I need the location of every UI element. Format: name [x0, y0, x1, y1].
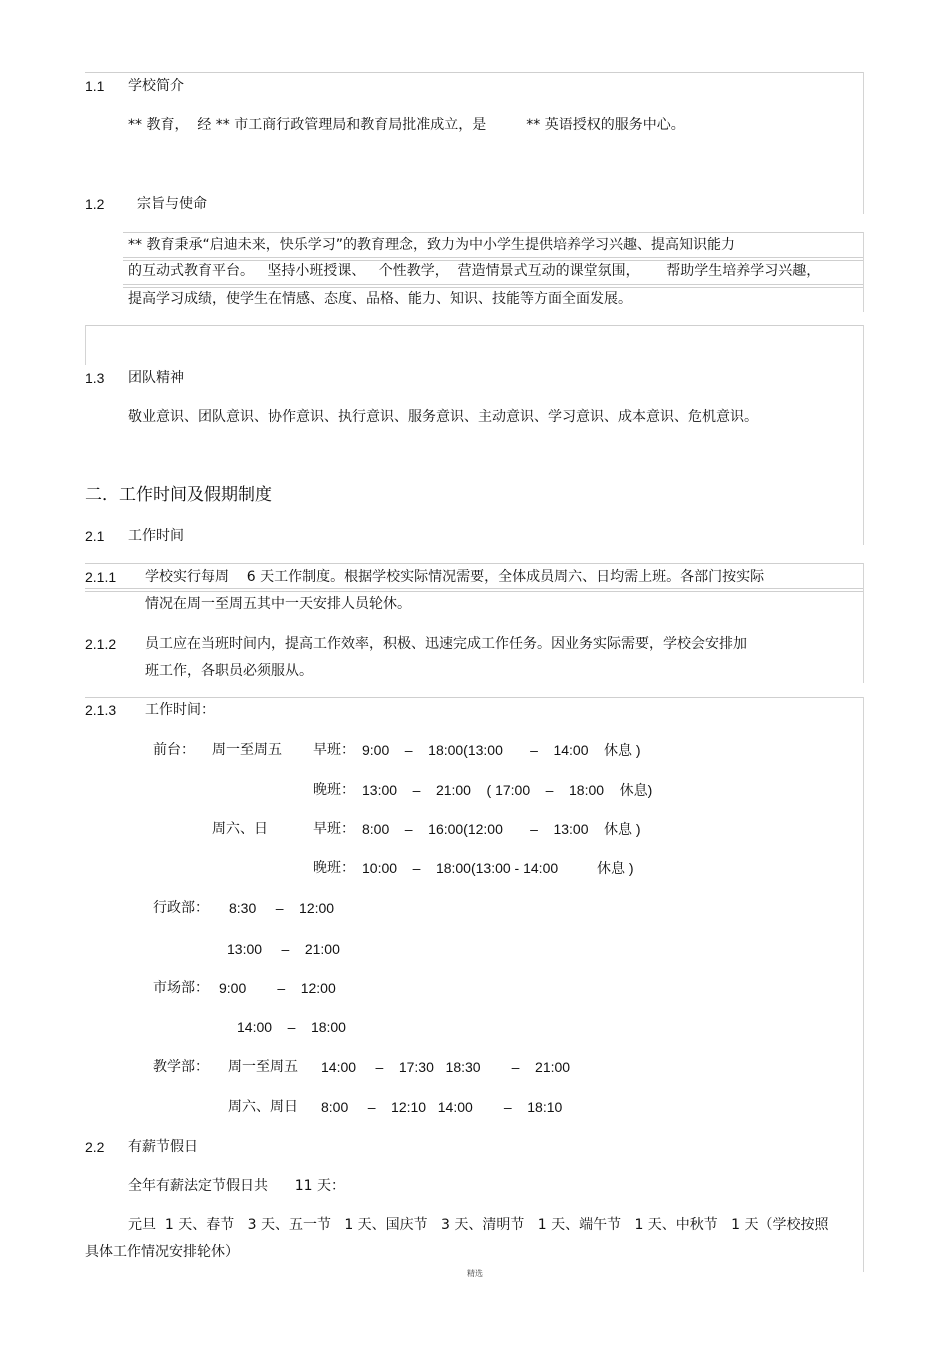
paragraph-line: 提高学习成绩，使学生在情感、态度、品格、能力、知识、技能等方面全面发展。 — [128, 291, 632, 307]
section-number: 2.1.1 — [85, 569, 117, 585]
section-title: 有薪节假日 — [128, 1139, 198, 1155]
teach-time: 8:00 – 12:10 14:00 – 18:10 — [321, 1099, 563, 1115]
market-time: 14:00 – 18:00 — [237, 1019, 346, 1035]
dept-label-front: 前台： — [153, 742, 195, 758]
margin-rule — [863, 563, 864, 683]
teach-weekday-label: 周一至周五 — [228, 1059, 298, 1075]
divider-line — [85, 563, 863, 564]
divider-line — [85, 588, 863, 589]
shift-time: 10:00 – 18:00(13:00 - 14:00 休息 ) — [362, 860, 634, 876]
margin-rule — [863, 232, 864, 312]
divider-line — [85, 325, 863, 326]
dept-label-admin: 行政部： — [153, 900, 209, 916]
chapter-heading: 二．工作时间及假期制度 — [85, 485, 272, 505]
paragraph: ** 教育， 经 ** 市工商行政管理局和教育局批准成立，是 ** 英语授权的服务中心。 — [128, 117, 685, 133]
section-number: 1.3 — [85, 370, 105, 386]
paragraph-line: 情况在周一至周五其中一天安排人员轮休。 — [145, 596, 411, 612]
shift-time: 8:00 – 16:00(12:00 – 13:00 休息 ) — [362, 821, 641, 837]
divider-line — [123, 260, 863, 261]
page-footer: 精选 — [467, 1269, 483, 1278]
paragraph: 敬业意识、团队意识、协作意识、执行意识、服务意识、主动意识、学习意识、成本意识、危机意识。 — [128, 409, 758, 425]
paragraph-line: 学校实行每周 6 天工作制度。根据学校实际情况需要，全体成员周六、日均需上班。各部门按实际 — [145, 569, 765, 585]
weekend-label: 周六、日 — [212, 821, 268, 837]
admin-time: 8:30 – 12:00 — [229, 900, 335, 916]
section-number: 2.1.3 — [85, 702, 117, 718]
margin-rule — [85, 325, 86, 365]
divider-line — [85, 72, 863, 73]
divider-line — [85, 697, 863, 698]
divider-line — [85, 591, 863, 592]
section-number: 2.2 — [85, 1139, 105, 1155]
market-time: 9:00 – 12:00 — [219, 980, 336, 996]
weekday-label: 周一至周五 — [212, 742, 282, 758]
divider-line — [123, 257, 863, 258]
paragraph-line: 元旦 1 天、春节 3 天、五一节 1 天、国庆节 3 天、清明节 1 天、端午节 1 天、中秋节 1 天（学校按照 — [128, 1217, 829, 1233]
dept-label-market: 市场部： — [153, 980, 209, 996]
shift-time: 13:00 – 21:00 ( 17:00 – 18:00 休息) — [362, 782, 653, 798]
section-title: 宗旨与使命 — [137, 196, 207, 212]
teach-time: 14:00 – 17:30 18:30 – 21:00 — [321, 1059, 571, 1075]
margin-rule — [863, 72, 864, 214]
divider-line — [123, 232, 863, 233]
paragraph-line: 班工作，各职员必须服从。 — [145, 663, 313, 679]
dept-label-teaching: 教学部： — [153, 1059, 209, 1075]
shift-label-early: 早班： — [313, 821, 355, 837]
paragraph-line: 员工应在当班时间内，提高工作效率，积极、迅速完成工作任务。因业务实际需要，学校会安排加 — [145, 636, 747, 652]
shift-label-late: 晚班： — [313, 860, 355, 876]
teach-weekend-label: 周六、周日 — [228, 1099, 298, 1115]
section-number: 1.1 — [85, 78, 105, 94]
section-number: 1.2 — [85, 196, 105, 212]
paragraph-line: 的互动式教育平台。 坚持小班授课、 个性教学， 营造情景式互动的课堂氛围， 帮助学生培养学习兴趣， — [128, 263, 821, 279]
section-number: 2.1.2 — [85, 636, 117, 652]
section-title: 工作时间 — [128, 528, 184, 544]
section-title: 工作时间： — [145, 702, 215, 718]
paragraph-line: 具体工作情况安排轮休） — [85, 1244, 239, 1260]
section-number: 2.1 — [85, 528, 105, 544]
paragraph-line: 全年有薪法定节假日共 11 天： — [128, 1178, 345, 1194]
shift-time: 9:00 – 18:00(13:00 – 14:00 休息 ) — [362, 742, 641, 758]
divider-line — [123, 287, 863, 288]
section-title: 团队精神 — [128, 370, 184, 386]
paragraph-line: ** 教育秉承“启迪未来，快乐学习”的教育理念，致力为中小学生提供培养学习兴趣、提高知识能力 — [128, 237, 735, 253]
margin-rule — [863, 697, 864, 1272]
admin-time: 13:00 – 21:00 — [227, 941, 340, 957]
section-title: 学校简介 — [128, 78, 184, 94]
margin-rule — [863, 325, 864, 545]
shift-label-late: 晚班： — [313, 782, 355, 798]
shift-label-early: 早班： — [313, 742, 355, 758]
divider-line — [123, 284, 863, 285]
